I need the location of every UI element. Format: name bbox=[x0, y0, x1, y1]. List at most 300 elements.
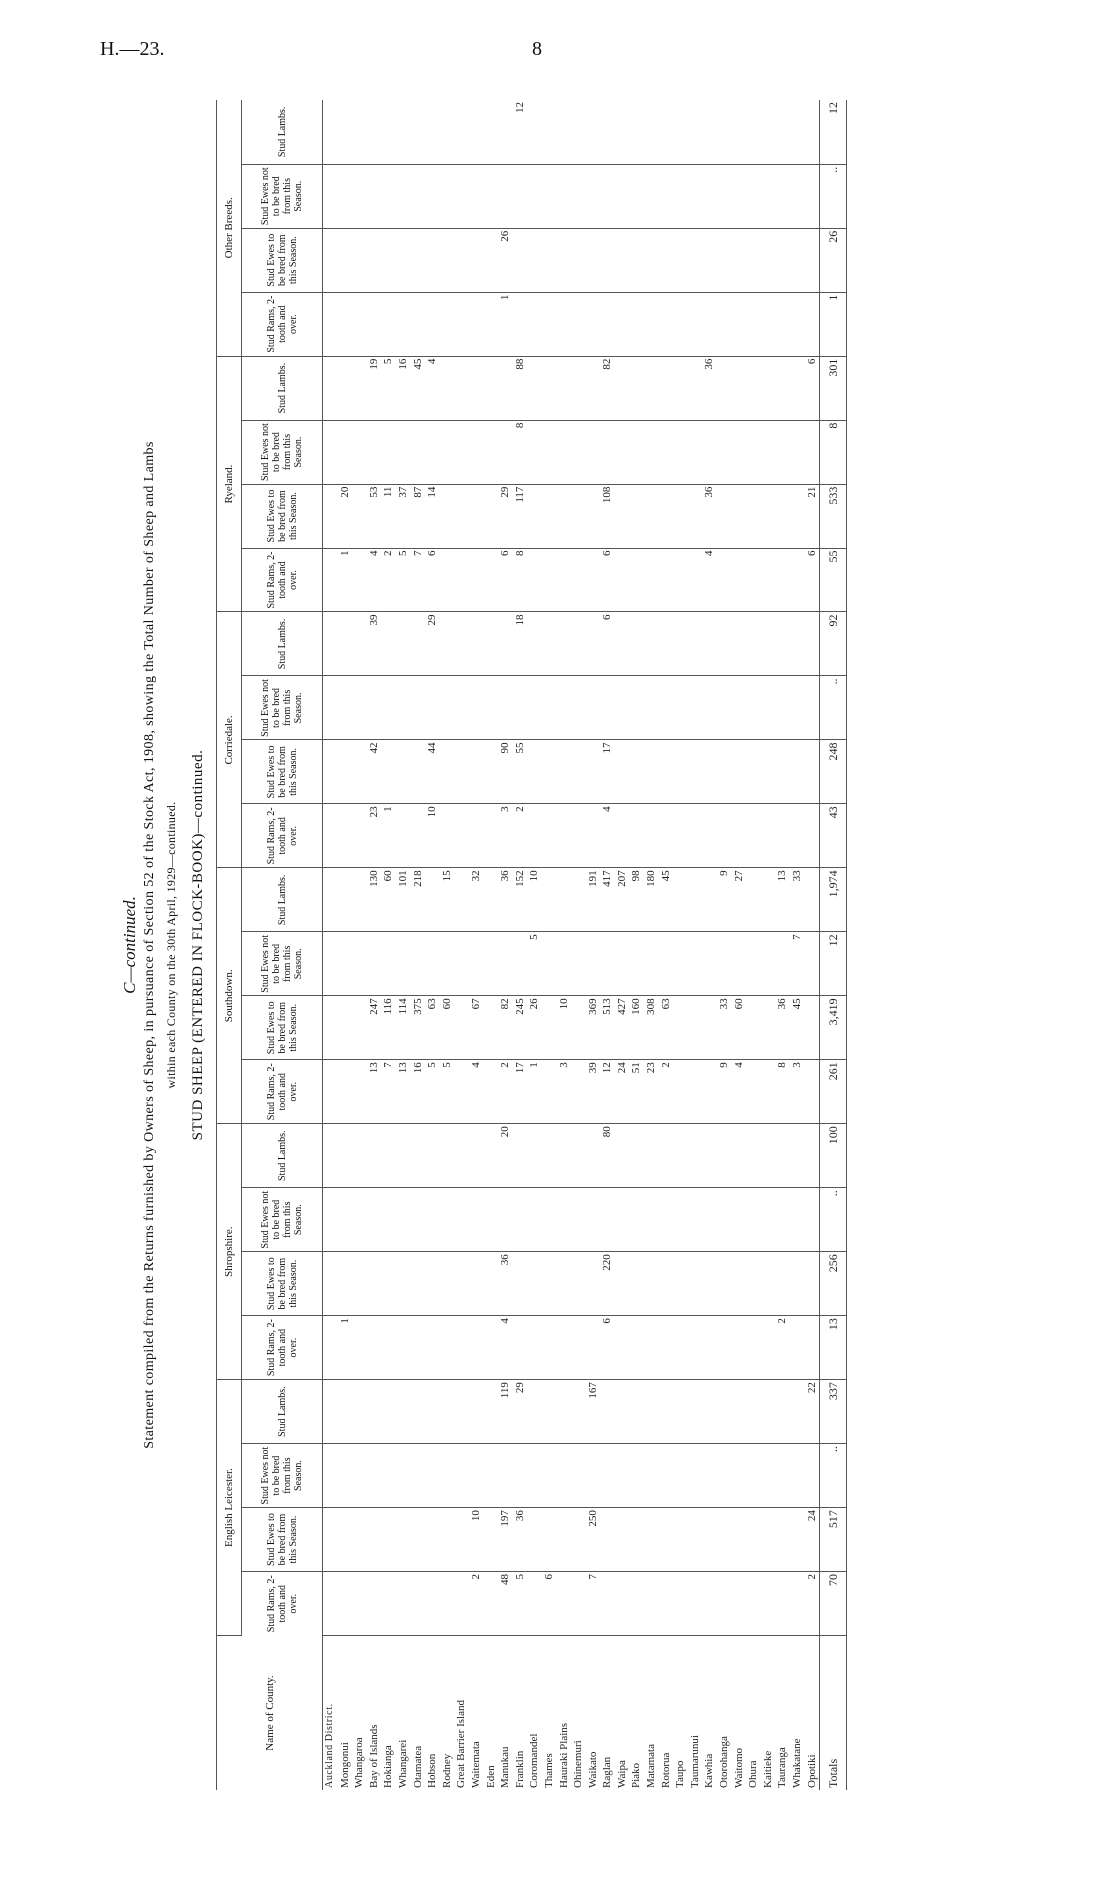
table-cell bbox=[615, 484, 630, 548]
table-cell bbox=[717, 1444, 732, 1508]
table-cell bbox=[484, 868, 499, 932]
table-cell bbox=[557, 1124, 572, 1188]
table-cell bbox=[367, 420, 382, 484]
table-cell: 12 bbox=[820, 932, 847, 996]
table-cell bbox=[338, 676, 353, 740]
table-cell bbox=[586, 1124, 601, 1188]
table-cell bbox=[586, 420, 601, 484]
county-name: Whakatane bbox=[791, 1738, 803, 1788]
table-cell: 63 bbox=[659, 996, 674, 1060]
table-cell bbox=[352, 1124, 367, 1188]
table-cell: 92 bbox=[820, 612, 847, 676]
table-cell bbox=[542, 1252, 557, 1316]
column-subheader: Stud Ewes not to be bred from this Season. bbox=[242, 164, 323, 228]
table-cell bbox=[761, 1188, 776, 1252]
table-cell bbox=[367, 292, 382, 356]
table-cell bbox=[440, 548, 455, 612]
table-cell: 24 bbox=[805, 1508, 820, 1572]
county-name: Totals bbox=[820, 1636, 847, 1791]
table-cell bbox=[527, 1572, 542, 1636]
table-cell: 11 bbox=[381, 484, 396, 548]
table-cell bbox=[469, 420, 484, 484]
table-cell bbox=[717, 1572, 732, 1636]
county-name: Rodney bbox=[440, 1753, 453, 1788]
table-cell bbox=[615, 804, 630, 868]
table-cell: 39 bbox=[586, 1060, 601, 1124]
table-cell bbox=[775, 1252, 790, 1316]
table-cell bbox=[454, 612, 469, 676]
table-cell bbox=[805, 1316, 820, 1380]
table-cell: 29 bbox=[498, 484, 513, 548]
table-cell bbox=[615, 1380, 630, 1444]
table-cell bbox=[600, 1380, 615, 1444]
table-cell bbox=[790, 676, 805, 740]
table-cell bbox=[323, 1508, 338, 1572]
table-cell bbox=[746, 292, 761, 356]
table-cell bbox=[396, 420, 411, 484]
column-subheader: Stud Ewes not to be bred from this Season. bbox=[242, 420, 323, 484]
table-row bbox=[352, 100, 367, 1790]
table-cell bbox=[688, 868, 703, 932]
table-cell: 20 bbox=[338, 484, 353, 548]
table-cell bbox=[732, 1508, 747, 1572]
table-cell bbox=[673, 420, 688, 484]
table-cell bbox=[688, 804, 703, 868]
table-cell bbox=[557, 740, 572, 804]
table-cell bbox=[746, 932, 761, 996]
table-cell bbox=[396, 1572, 411, 1636]
table-cell bbox=[557, 1316, 572, 1380]
table-cell bbox=[746, 1444, 761, 1508]
table-cell bbox=[586, 1444, 601, 1508]
breed-header: Ryeland. bbox=[217, 356, 242, 612]
table-cell bbox=[352, 612, 367, 676]
table-cell bbox=[454, 1060, 469, 1124]
table-cell bbox=[440, 1572, 455, 1636]
table-cell bbox=[746, 356, 761, 420]
table-cell bbox=[717, 1380, 732, 1444]
table-cell bbox=[425, 1508, 440, 1572]
column-subheader: Stud Ewes to be bred from this Season. bbox=[242, 1508, 323, 1572]
table-cell bbox=[732, 228, 747, 292]
table-cell bbox=[732, 164, 747, 228]
table-cell: 1 bbox=[338, 1316, 353, 1380]
table-cell bbox=[790, 1252, 805, 1316]
table-cell bbox=[790, 548, 805, 612]
table-cell: 101 bbox=[396, 868, 411, 932]
table-cell bbox=[454, 932, 469, 996]
table-cell bbox=[338, 996, 353, 1060]
table-cell bbox=[571, 932, 586, 996]
table-cell bbox=[542, 420, 557, 484]
table-cell bbox=[498, 100, 513, 164]
table-cell bbox=[659, 1572, 674, 1636]
table-cell: 51 bbox=[629, 1060, 644, 1124]
table-cell bbox=[732, 1252, 747, 1316]
table-cell bbox=[717, 292, 732, 356]
table-cell bbox=[440, 1444, 455, 1508]
table-cell bbox=[352, 1508, 367, 1572]
table-cell bbox=[454, 228, 469, 292]
table-cell bbox=[673, 100, 688, 164]
table-cell bbox=[571, 100, 586, 164]
table-cell: 16 bbox=[396, 356, 411, 420]
table-cell bbox=[338, 1252, 353, 1316]
table-cell: 87 bbox=[411, 484, 426, 548]
table-cell bbox=[644, 1572, 659, 1636]
table-cell bbox=[527, 676, 542, 740]
table-cell: 6 bbox=[805, 548, 820, 612]
table-cell bbox=[381, 228, 396, 292]
table-row bbox=[717, 100, 732, 1790]
table-cell bbox=[732, 612, 747, 676]
table-cell bbox=[673, 1060, 688, 1124]
table-cell bbox=[352, 228, 367, 292]
table-cell bbox=[717, 484, 732, 548]
table-cell bbox=[688, 1508, 703, 1572]
table-cell: 88 bbox=[513, 356, 528, 420]
table-cell bbox=[659, 420, 674, 484]
table-cell bbox=[425, 1444, 440, 1508]
county-name: Kaitieke bbox=[761, 1750, 774, 1788]
table-cell bbox=[790, 420, 805, 484]
county-name: Otamatea bbox=[411, 1745, 424, 1788]
table-cell bbox=[527, 612, 542, 676]
table-cell bbox=[659, 548, 674, 612]
table-cell bbox=[629, 1380, 644, 1444]
table-cell bbox=[659, 228, 674, 292]
table-row bbox=[702, 100, 717, 1790]
table-cell bbox=[367, 1252, 382, 1316]
table-cell bbox=[469, 932, 484, 996]
table-cell bbox=[659, 1252, 674, 1316]
table-cell bbox=[381, 100, 396, 164]
table-cell bbox=[527, 740, 542, 804]
table-cell bbox=[761, 548, 776, 612]
county-name: Waipa bbox=[615, 1760, 628, 1788]
table-cell bbox=[775, 1508, 790, 1572]
table-cell bbox=[469, 1252, 484, 1316]
table-cell: 36 bbox=[498, 868, 513, 932]
table-cell bbox=[469, 804, 484, 868]
table-cell bbox=[484, 1316, 499, 1380]
table-cell bbox=[484, 164, 499, 228]
table-cell: 119 bbox=[498, 1380, 513, 1444]
table-cell: 45 bbox=[659, 868, 674, 932]
table-cell: 2 bbox=[805, 1572, 820, 1636]
table-cell bbox=[571, 1444, 586, 1508]
table-cell bbox=[761, 676, 776, 740]
table-cell: .. bbox=[820, 1188, 847, 1252]
table-cell bbox=[469, 484, 484, 548]
table-cell bbox=[396, 100, 411, 164]
table-cell: 4 bbox=[702, 548, 717, 612]
breed-header: Other Breeds. bbox=[217, 100, 242, 356]
table-cell: 60 bbox=[732, 996, 747, 1060]
table-cell bbox=[615, 100, 630, 164]
table-cell bbox=[586, 740, 601, 804]
table-cell bbox=[396, 1444, 411, 1508]
table-cell bbox=[600, 420, 615, 484]
county-name: Hauraki Plains bbox=[557, 1722, 570, 1788]
county-name: Opotiki bbox=[805, 1754, 818, 1788]
county-name: Taupo bbox=[674, 1760, 687, 1788]
table-cell bbox=[761, 1444, 776, 1508]
table-cell bbox=[381, 1380, 396, 1444]
table-cell bbox=[673, 1380, 688, 1444]
table-cell bbox=[557, 868, 572, 932]
table-cell bbox=[775, 420, 790, 484]
table-cell bbox=[732, 292, 747, 356]
table-cell bbox=[775, 1124, 790, 1188]
table-cell bbox=[644, 356, 659, 420]
table-cell bbox=[542, 292, 557, 356]
table-cell bbox=[761, 484, 776, 548]
table-cell bbox=[659, 292, 674, 356]
table-cell bbox=[586, 1252, 601, 1316]
table-cell bbox=[702, 1060, 717, 1124]
table-cell bbox=[323, 996, 338, 1060]
table-cell: 12 bbox=[600, 1060, 615, 1124]
table-cell bbox=[805, 420, 820, 484]
table-cell bbox=[673, 932, 688, 996]
table-cell: 8 bbox=[513, 420, 528, 484]
table-cell bbox=[673, 804, 688, 868]
table-cell: 369 bbox=[586, 996, 601, 1060]
table-cell bbox=[600, 164, 615, 228]
table-cell bbox=[673, 612, 688, 676]
table-cell bbox=[367, 1444, 382, 1508]
table-cell bbox=[396, 1380, 411, 1444]
table-cell bbox=[761, 1252, 776, 1316]
table-cell bbox=[629, 228, 644, 292]
table-cell bbox=[484, 804, 499, 868]
table-cell bbox=[411, 100, 426, 164]
table-cell bbox=[586, 932, 601, 996]
table-cell bbox=[411, 1252, 426, 1316]
table-cell bbox=[323, 868, 338, 932]
table-cell bbox=[571, 356, 586, 420]
table-cell: 12 bbox=[820, 100, 847, 164]
table-cell bbox=[746, 868, 761, 932]
table-row bbox=[425, 100, 440, 1790]
table-cell: 18 bbox=[513, 612, 528, 676]
table-cell: 29 bbox=[425, 612, 440, 676]
table-cell bbox=[673, 1252, 688, 1316]
table-cell bbox=[732, 356, 747, 420]
district-row bbox=[323, 100, 338, 1790]
table-cell bbox=[586, 548, 601, 612]
table-cell bbox=[688, 356, 703, 420]
table-cell bbox=[454, 1252, 469, 1316]
table-cell bbox=[586, 292, 601, 356]
table-cell: 2 bbox=[498, 1060, 513, 1124]
table-cell bbox=[338, 932, 353, 996]
table-cell bbox=[673, 996, 688, 1060]
table-cell bbox=[323, 100, 338, 164]
table-row bbox=[396, 100, 411, 1790]
table-cell bbox=[513, 1252, 528, 1316]
table-cell bbox=[454, 1572, 469, 1636]
table-row bbox=[527, 100, 542, 1790]
table-cell bbox=[571, 292, 586, 356]
column-subheader: Stud Rams, 2-tooth and over. bbox=[242, 1316, 323, 1380]
table-cell: 7 bbox=[411, 548, 426, 612]
table-cell bbox=[629, 804, 644, 868]
table-cell bbox=[352, 100, 367, 164]
table-cell bbox=[761, 164, 776, 228]
table-cell: 90 bbox=[498, 740, 513, 804]
table-cell: 108 bbox=[600, 484, 615, 548]
table-cell bbox=[527, 1252, 542, 1316]
table-cell bbox=[571, 1188, 586, 1252]
table-cell bbox=[454, 1124, 469, 1188]
table-cell bbox=[352, 356, 367, 420]
table-cell: 248 bbox=[820, 740, 847, 804]
table-cell bbox=[557, 100, 572, 164]
table-cell bbox=[484, 740, 499, 804]
table-cell bbox=[411, 420, 426, 484]
table-cell bbox=[790, 1380, 805, 1444]
table-cell bbox=[571, 804, 586, 868]
column-subheader: Stud Rams, 2-tooth and over. bbox=[242, 804, 323, 868]
table-cell bbox=[498, 164, 513, 228]
table-cell bbox=[381, 1188, 396, 1252]
table-cell bbox=[790, 1188, 805, 1252]
table-cell bbox=[659, 932, 674, 996]
table-cell: 10 bbox=[425, 804, 440, 868]
table-cell bbox=[717, 356, 732, 420]
table-cell: 220 bbox=[600, 1252, 615, 1316]
table-cell: 27 bbox=[732, 868, 747, 932]
table-cell bbox=[454, 676, 469, 740]
table-cell bbox=[411, 804, 426, 868]
table-cell: 36 bbox=[702, 356, 717, 420]
table-cell bbox=[469, 356, 484, 420]
table-cell bbox=[790, 1124, 805, 1188]
column-subheader: Stud Rams, 2-tooth and over. bbox=[242, 1060, 323, 1124]
table-cell bbox=[484, 1188, 499, 1252]
table-cell bbox=[469, 612, 484, 676]
table-cell bbox=[352, 932, 367, 996]
table-cell bbox=[425, 1380, 440, 1444]
table-cell bbox=[732, 804, 747, 868]
table-cell bbox=[688, 996, 703, 1060]
table-cell bbox=[805, 1188, 820, 1252]
table-cell: 7 bbox=[586, 1572, 601, 1636]
table-cell: 533 bbox=[820, 484, 847, 548]
table-cell bbox=[761, 1316, 776, 1380]
table-cell bbox=[629, 1572, 644, 1636]
table-cell bbox=[352, 868, 367, 932]
table-cell bbox=[732, 1572, 747, 1636]
table-cell bbox=[761, 612, 776, 676]
table-cell bbox=[425, 932, 440, 996]
county-name: Waitemata bbox=[469, 1741, 482, 1788]
table-cell bbox=[338, 1572, 353, 1636]
table-cell bbox=[761, 996, 776, 1060]
table-row bbox=[805, 100, 820, 1790]
table-cell bbox=[352, 1060, 367, 1124]
table-cell bbox=[805, 1060, 820, 1124]
table-cell: 1 bbox=[381, 804, 396, 868]
table-cell bbox=[688, 1188, 703, 1252]
table-cell bbox=[775, 932, 790, 996]
stud-sheep-table bbox=[216, 100, 847, 1790]
table-cell: 245 bbox=[513, 996, 528, 1060]
table-cell bbox=[615, 1252, 630, 1316]
table-cell bbox=[571, 548, 586, 612]
table-cell bbox=[615, 1188, 630, 1252]
table-cell bbox=[805, 676, 820, 740]
table-row bbox=[790, 100, 805, 1790]
table-cell bbox=[352, 676, 367, 740]
table-cell bbox=[600, 1572, 615, 1636]
table-cell bbox=[425, 164, 440, 228]
table-cell bbox=[542, 100, 557, 164]
table-cell bbox=[615, 228, 630, 292]
table-cell: 308 bbox=[644, 996, 659, 1060]
table-cell bbox=[586, 164, 601, 228]
table-cell: 45 bbox=[411, 356, 426, 420]
table-cell bbox=[746, 676, 761, 740]
table-cell bbox=[396, 292, 411, 356]
table-cell bbox=[702, 228, 717, 292]
table-cell: 23 bbox=[367, 804, 382, 868]
table-cell bbox=[425, 292, 440, 356]
table-cell: 6 bbox=[542, 1572, 557, 1636]
table-cell bbox=[425, 420, 440, 484]
table-cell bbox=[586, 100, 601, 164]
table-cell bbox=[542, 804, 557, 868]
statement-subtitle: within each County on the 30th April, 1929—continued. bbox=[164, 801, 178, 1089]
table-cell bbox=[586, 612, 601, 676]
table-cell bbox=[527, 420, 542, 484]
table-row bbox=[498, 100, 513, 1790]
table-cell bbox=[615, 932, 630, 996]
table-cell bbox=[746, 548, 761, 612]
table-cell bbox=[367, 164, 382, 228]
column-subheader: Stud Lambs. bbox=[242, 100, 323, 164]
table-cell bbox=[542, 1316, 557, 1380]
table-cell: 98 bbox=[629, 868, 644, 932]
table-cell bbox=[513, 292, 528, 356]
table-cell: 5 bbox=[396, 548, 411, 612]
table-cell bbox=[323, 228, 338, 292]
table-cell bbox=[527, 164, 542, 228]
county-name: Kawhia bbox=[703, 1753, 716, 1788]
subheader-row bbox=[242, 100, 323, 1790]
table-cell bbox=[557, 292, 572, 356]
table-cell bbox=[571, 996, 586, 1060]
table-cell bbox=[542, 676, 557, 740]
table-cell bbox=[746, 1508, 761, 1572]
table-cell: 39 bbox=[367, 612, 382, 676]
table-cell: 1 bbox=[338, 548, 353, 612]
table-cell: 1,974 bbox=[820, 868, 847, 932]
table-cell bbox=[381, 740, 396, 804]
table-cell bbox=[557, 228, 572, 292]
table-cell bbox=[717, 1188, 732, 1252]
table-row bbox=[775, 100, 790, 1790]
table-cell: 15 bbox=[440, 868, 455, 932]
table-cell bbox=[484, 932, 499, 996]
county-name: Rotorua bbox=[659, 1752, 672, 1788]
table-cell bbox=[425, 100, 440, 164]
table-cell: 207 bbox=[615, 868, 630, 932]
table-cell: 12 bbox=[513, 100, 528, 164]
table-cell bbox=[498, 1188, 513, 1252]
